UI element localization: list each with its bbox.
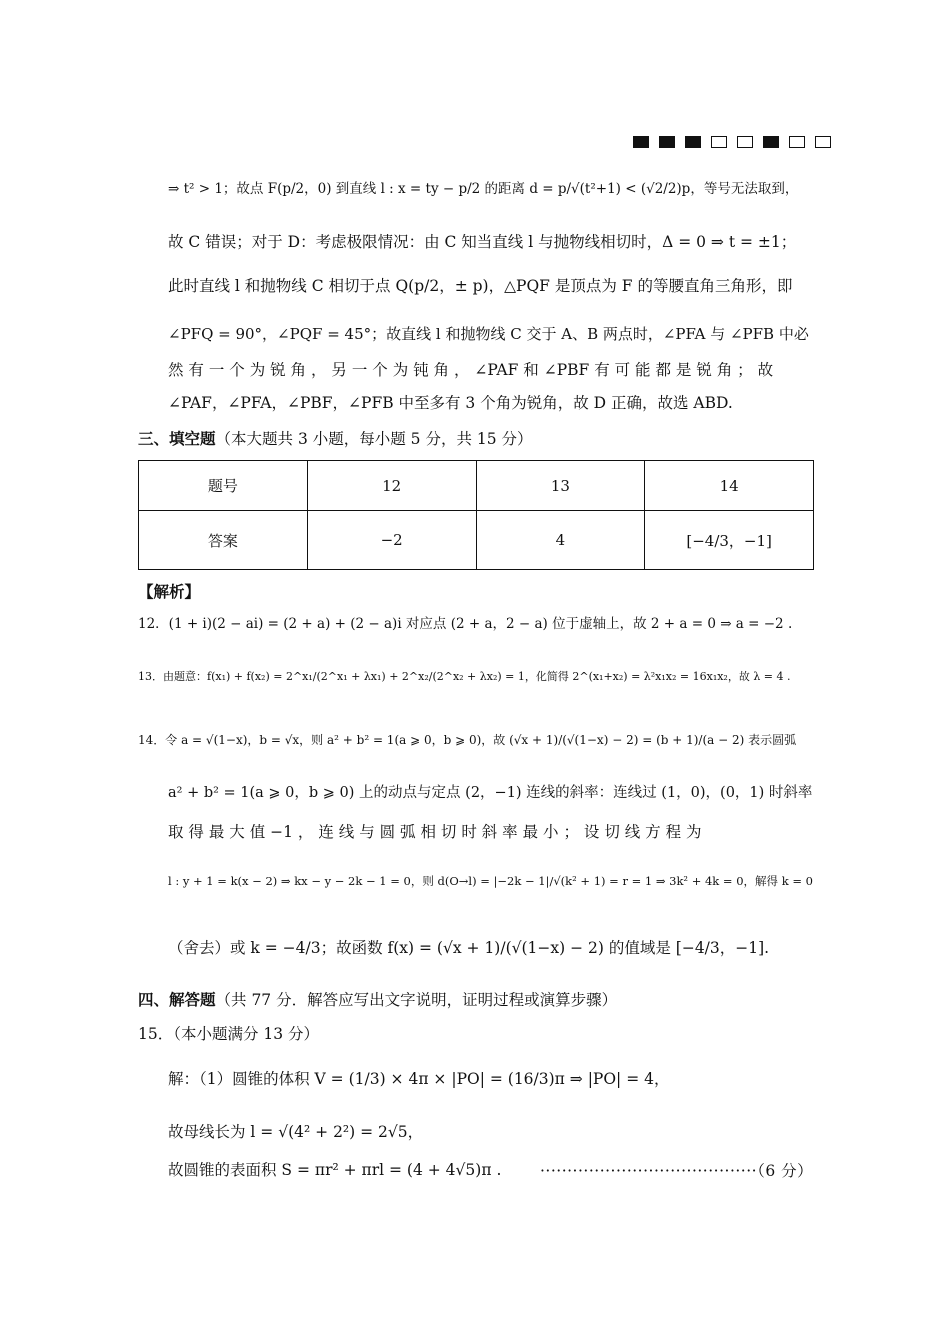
- progress-square: [737, 136, 753, 148]
- table-cell: 12: [307, 461, 476, 511]
- q15-line1: 解：（1）圆锥的体积 V = (1/3) × 4π × |PO| = (16/3)π ⇒ |PO| = 4，: [168, 1070, 670, 1088]
- progress-square: [815, 136, 831, 148]
- table-cell: 答案: [139, 511, 308, 570]
- q14-line4: l : y + 1 = k(x − 2) ⇒ kx − y − 2k − 1 = 0，则 d(O→l) = |−2k − 1|/√(k² + 1) = r = 1 ⇒ 3k² + 4k = 0，解得 k = 0: [168, 874, 813, 888]
- q15-title: 15．（本小题满分 13 分）: [138, 1025, 320, 1043]
- leader-dots: ········································: [540, 1162, 758, 1180]
- section3-heading: [138, 427, 533, 449]
- q13-text: 13．由题意：f(x₁) + f(x₂) = 2^x₁/(2^x₁ + λx₁) + 2^x₂/(2^x₂ + λx₂) = 1，化简得 2^(x₁+x₂) = λ²x₁x₂ = 16x₁x₂，故 λ = 4 .: [138, 670, 791, 683]
- section3-note: （本大题共 3 小题，每小题 5 分，共 15 分）: [215, 430, 533, 448]
- q14-line1: 14．令 a = √(1−x)，b = √x，则 a² + b² = 1(a ⩾ 0，b ⩾ 0)，故 (√x + 1)/(√(1−x) − 2) = (b + 1)/(a − 2) 表示圆弧: [138, 733, 797, 747]
- q12-text: 12．(1 + i)(2 − ai) = (2 + a) + (2 − a)i 对应点 (2 + a，2 − a) 位于虚轴上，故 2 + a = 0 ⇒ a = −2 .: [138, 616, 793, 632]
- progress-square: [763, 136, 779, 148]
- q14-line2: a² + b² = 1(a ⩾ 0，b ⩾ 0) 上的动点与定点 (2，−1) 连线的斜率：连线过 (1，0)，(0，1) 时斜率: [168, 785, 813, 801]
- para1-line4: ∠PFQ = 90°，∠PQF = 45°；故直线 l 和抛物线 C 交于 A、B 两点时，∠PFA 与 ∠PFB 中必: [168, 325, 809, 343]
- table-cell: −2: [307, 511, 476, 570]
- analysis-title: 【解析】: [138, 582, 201, 601]
- progress-square: [789, 136, 805, 148]
- q15-line2: 故母线长为 l = √(4² + 2²) = 2√5，: [168, 1123, 424, 1141]
- q14-line5: （舍去）或 k = −4/3；故函数 f(x) = (√x + 1)/(√(1−x) − 2) 的值域是 [−4/3，−1].: [168, 939, 770, 957]
- table-cell: 题号: [139, 461, 308, 511]
- table-row: [139, 461, 814, 511]
- table-row: [139, 511, 814, 570]
- q15-line3: 故圆锥的表面积 S = πr² + πrl = (4 + 4√5)π .: [168, 1161, 502, 1179]
- answer-table: [138, 460, 814, 570]
- table-cell: 14: [645, 461, 814, 511]
- progress-square: [711, 136, 727, 148]
- table-cell: [−4/3，−1]: [645, 511, 814, 570]
- score-leader: [540, 1159, 813, 1181]
- q15-score: （6 分）: [757, 1162, 814, 1180]
- section4-title: 四、解答题: [138, 990, 216, 1009]
- para1-line3: 此时直线 l 和抛物线 C 相切于点 Q(p/2，± p)，△PQF 是顶点为 F 的等腰直角三角形，即: [168, 277, 793, 295]
- para1-line5: 然 有 一 个 为 锐 角 ， 另 一 个 为 钝 角 ， ∠PAF 和 ∠PBF 有 可 能 都 是 锐 角 ； 故: [168, 361, 774, 379]
- q14-line3: 取 得 最 大 值 −1 ， 连 线 与 圆 弧 相 切 时 斜 率 最 小 ； 设 切 线 方 程 为: [168, 823, 702, 841]
- section4-heading: [138, 988, 617, 1010]
- progress-square: [633, 136, 649, 148]
- section4-note: （共 77 分．解答应写出文字说明，证明过程或演算步骤）: [215, 991, 618, 1009]
- para1-line2: 故 C 错误；对于 D：考虑极限情况：由 C 知当直线 l 与抛物线相切时，Δ = 0 ⇒ t = ±1；: [168, 233, 797, 251]
- progress-squares: [633, 136, 831, 148]
- table-cell: 13: [476, 461, 645, 511]
- section3-title: 三、填空题: [138, 429, 216, 448]
- para1-line1: ⇒ t² > 1；故点 F(p/2，0) 到直线 l : x = ty − p/2 的距离 d = p/√(t²+1) < (√2/2)p，等号无法取到，: [168, 181, 799, 197]
- para1-line6: ∠PAF，∠PFA，∠PBF，∠PFB 中至多有 3 个角为锐角，故 D 正确，故选 ABD.: [168, 394, 733, 412]
- table-cell: 4: [476, 511, 645, 570]
- progress-square: [685, 136, 701, 148]
- progress-square: [659, 136, 675, 148]
